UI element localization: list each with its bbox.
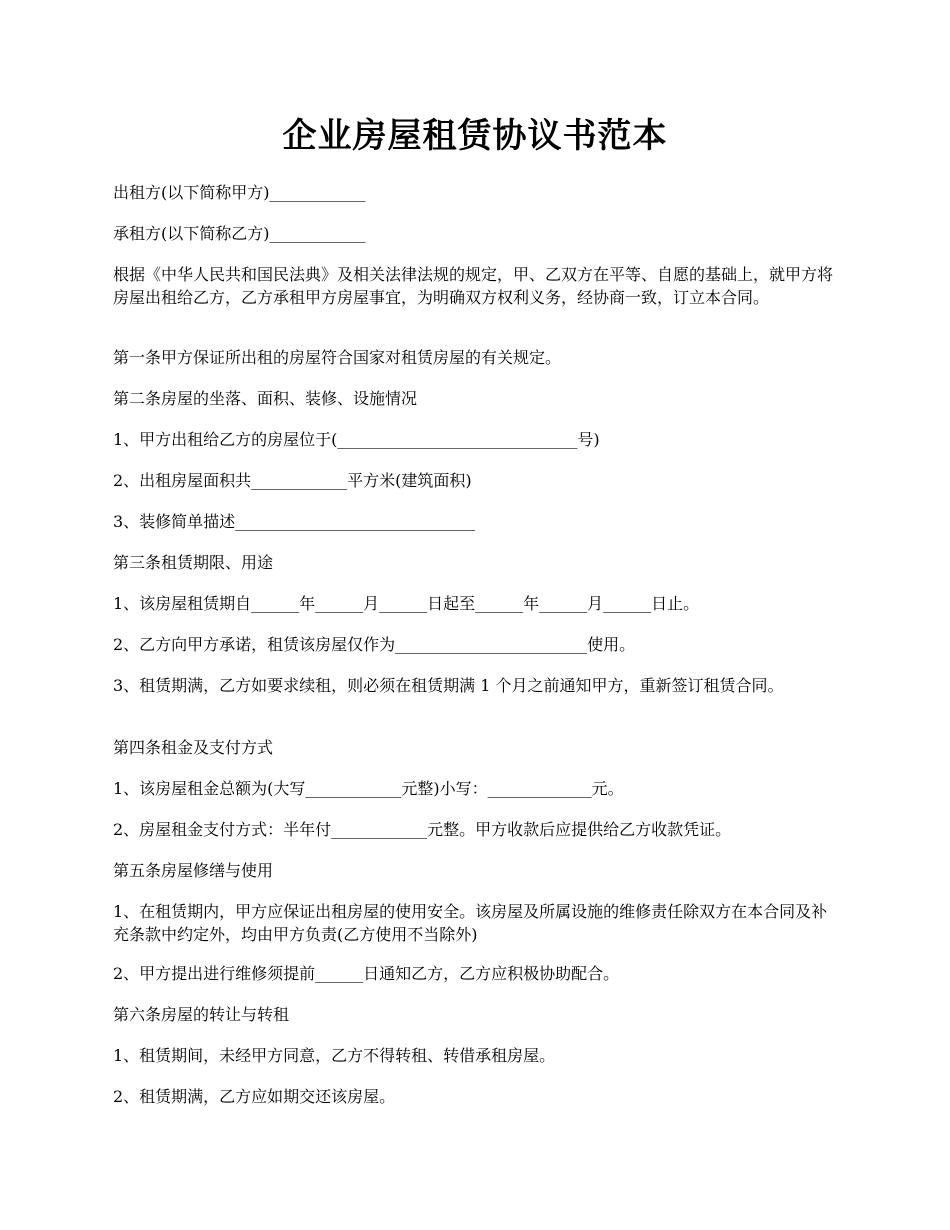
article-2-item-2: 2、出租房屋面积共____________平方米(建筑面积) <box>113 471 472 490</box>
article-4-item-1: 1、该房屋租金总额为(大写____________元整)小写：_____________元。 <box>113 779 624 798</box>
lessee-line: 承租方(以下简称乙方)____________ <box>113 224 366 243</box>
article-5-item-1: 1、在租赁期内，甲方应保证出租房屋的使用安全。该房屋及所属设施的维修责任除双方在本合同及补充条款中约定外，均由甲方负责(乙方使用不当除外) <box>113 902 828 944</box>
article-4-heading: 第四条租金及支付方式 <box>113 738 274 757</box>
article-1-heading: 第一条甲方保证所出租的房屋符合国家对租赁房屋的有关规定。 <box>113 348 562 367</box>
article-5-item-2: 2、甲方提出进行维修须提前______日通知乙方，乙方应积极协助配合。 <box>113 964 620 983</box>
article-3-item-2: 2、乙方向甲方承诺，租赁该房屋仅作为________________________使用。 <box>113 635 636 654</box>
lessor-line: 出租方(以下简称甲方)____________ <box>113 183 366 202</box>
article-3-item-1: 1、该房屋租赁期自______年______月______日起至______年______月______日止。 <box>113 594 700 613</box>
article-2-item-1: 1、甲方出租给乙方的房屋位于(______________________________号) <box>113 430 600 449</box>
article-3-item-3: 3、租赁期满，乙方如要求续租，则必须在租赁期满 1 个月之前通知甲方，重新签订租赁合同。 <box>113 676 784 695</box>
article-3-heading: 第三条租赁期限、用途 <box>113 553 274 572</box>
article-2-heading: 第二条房屋的坐落、面积、装修、设施情况 <box>113 389 418 408</box>
article-6-item-2: 2、租赁期满，乙方应如期交还该房屋。 <box>113 1087 396 1106</box>
document-title: 企业房屋租赁协议书范本 <box>282 116 668 156</box>
article-6-item-1: 1、租赁期间，未经甲方同意，乙方不得转租、转借承租房屋。 <box>113 1046 556 1065</box>
article-5-heading: 第五条房屋修缮与使用 <box>113 861 274 880</box>
preamble-paragraph: 根据《中华人民共和国民法典》及相关法律法规的规定，甲、乙双方在平等、自愿的基础上，就甲方将房屋出租给乙方，乙方承租甲方房屋事宜，为明确双方权利义务，经协商一致，订立本合同。 <box>113 265 834 307</box>
article-2-item-3: 3、装修简单描述______________________________ <box>113 512 476 531</box>
article-6-heading: 第六条房屋的转让与转租 <box>113 1005 290 1024</box>
article-4-item-2: 2、房屋租金支付方式：半年付____________元整。甲方收款后应提供给乙方收款凭证。 <box>113 820 732 839</box>
